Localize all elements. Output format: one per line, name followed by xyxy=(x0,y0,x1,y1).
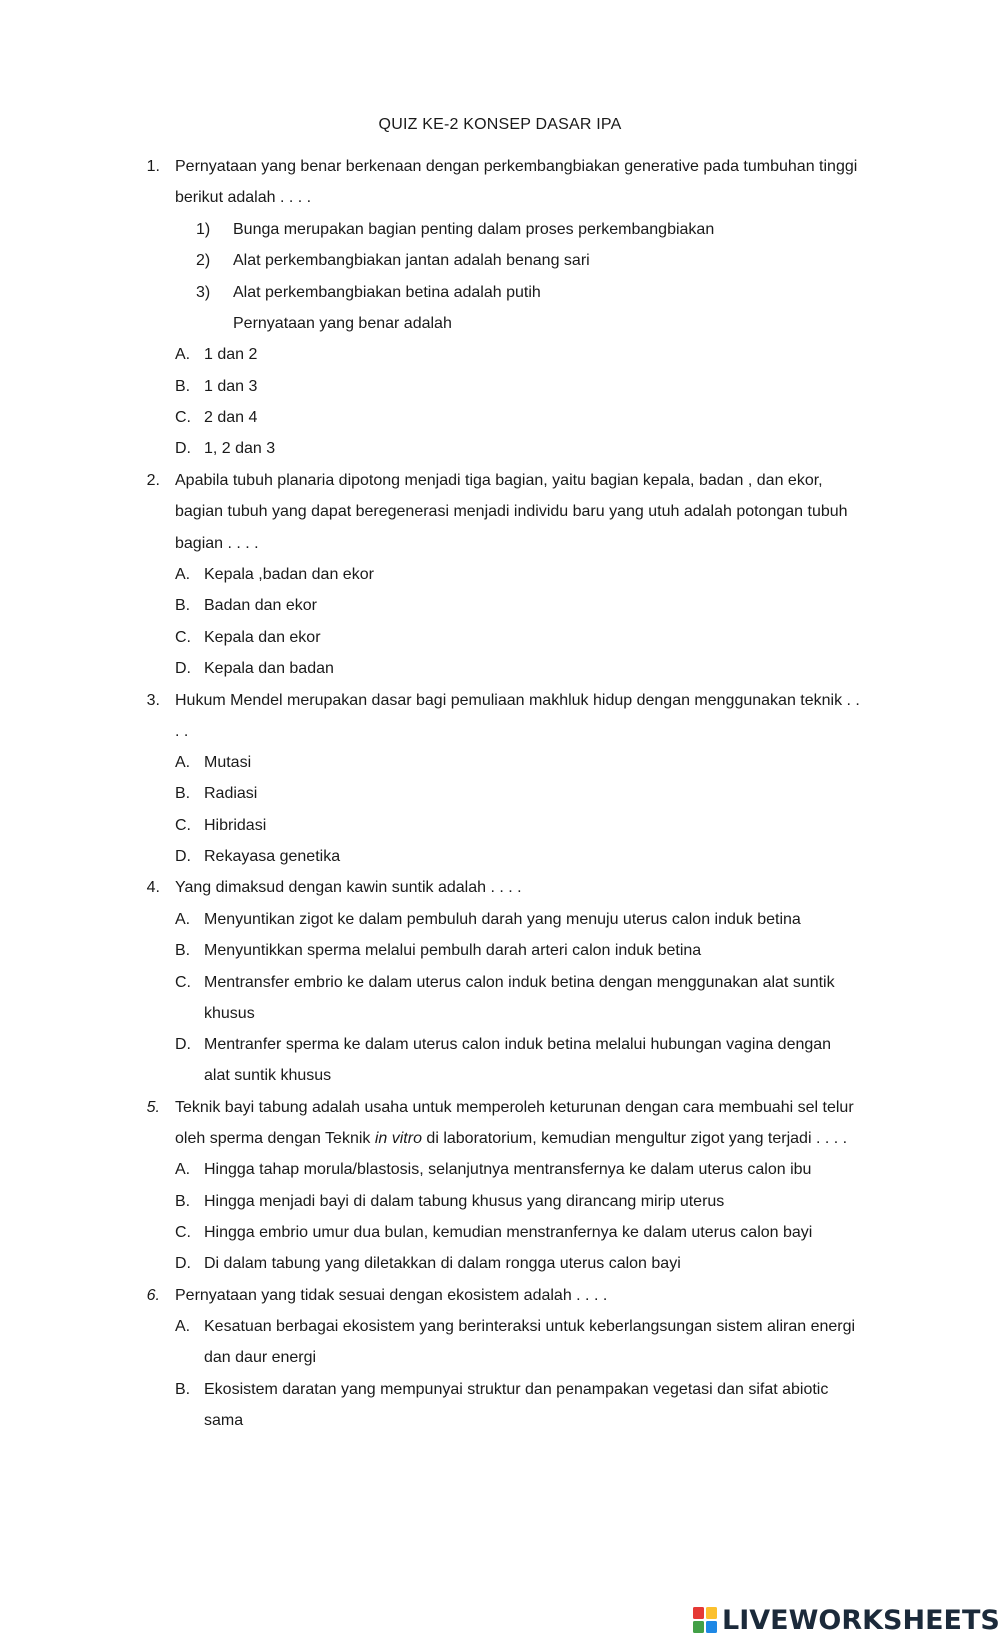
q5-option-a[interactable]: Hingga tahap morula/blastosis, selanjutnya mentransfernya ke dalam uterus calon ibu xyxy=(204,1161,812,1178)
q3-option-a[interactable]: Mutasi xyxy=(204,754,252,771)
statement-2-number: 2) xyxy=(196,252,211,269)
q2-option-c-letter: C. xyxy=(175,629,191,646)
q4-option-c-letter: C. xyxy=(175,974,191,991)
q2-option-d-letter: D. xyxy=(175,660,191,677)
question-1-prompt: Pernyataan yang benar adalah xyxy=(233,315,452,332)
question-4-number: 4. xyxy=(146,879,160,896)
q1-option-d-letter: D. xyxy=(175,440,191,457)
question-6-number: 6. xyxy=(146,1287,160,1304)
question-2-number: 2. xyxy=(146,472,160,489)
q2-option-c[interactable]: Kepala dan ekor xyxy=(204,629,321,646)
question-1-text-line-2: berikut adalah . . . . xyxy=(175,189,312,206)
statement-2-text: Alat perkembangbiakan jantan adalah benang sari xyxy=(233,252,590,269)
question-5-text-line-2-start: oleh sperma dengan Teknik xyxy=(175,1130,375,1147)
logo-square-1 xyxy=(693,1607,704,1619)
q5-option-d-letter: D. xyxy=(175,1255,191,1272)
q5-option-c-letter: C. xyxy=(175,1224,191,1241)
question-4-text-line-1: Yang dimaksud dengan kawin suntik adalah . . . . xyxy=(175,879,522,896)
q2-option-b-letter: B. xyxy=(175,597,191,614)
q6-option-b[interactable]: Ekosistem daratan yang mempunyai struktur dan penampakan vegetasi dan sifat abiotic xyxy=(204,1381,829,1398)
q6-option-b-letter: B. xyxy=(175,1381,191,1398)
q3-option-b[interactable]: Radiasi xyxy=(204,785,258,802)
q3-option-a-letter: A. xyxy=(175,754,191,771)
q1-option-b-letter: B. xyxy=(175,378,191,395)
q2-option-a-letter: A. xyxy=(175,566,191,583)
q6-option-a-line-2[interactable]: dan daur energi xyxy=(204,1349,317,1366)
question-3-text-line-2: . . xyxy=(175,723,189,740)
q3-option-b-letter: B. xyxy=(175,785,191,802)
brand-name: LIVEWORKSHEETS xyxy=(722,1604,1000,1636)
q5-option-b-letter: B. xyxy=(175,1193,191,1210)
question-5-text-line-2 xyxy=(175,1129,847,1149)
q1-option-b[interactable]: 1 dan 3 xyxy=(204,378,258,395)
q4-option-c[interactable]: Mentransfer embrio ke dalam uterus calon induk betina dengan menggunakan alat suntik xyxy=(204,974,835,991)
q3-option-d-letter: D. xyxy=(175,848,191,865)
q4-option-b[interactable]: Menyuntikkan sperma melalui pembulh darah arteri calon induk betina xyxy=(204,942,702,959)
q5-option-a-letter: A. xyxy=(175,1161,191,1178)
q4-option-d[interactable]: Mentranfer sperma ke dalam uterus calon induk betina melalui hubungan vagina dengan xyxy=(204,1036,832,1053)
question-3-number: 3. xyxy=(146,692,160,709)
question-5-number: 5. xyxy=(146,1099,160,1116)
statement-3-text: Alat perkembangbiakan betina adalah putih xyxy=(233,284,541,301)
logo-square-3 xyxy=(693,1621,704,1633)
liveworksheets-logo-icon xyxy=(692,1606,718,1634)
question-5-text-line-1: Teknik bayi tabung adalah usaha untuk memperoleh keturunan dengan cara membuahi sel telur xyxy=(175,1099,854,1116)
q5-option-c[interactable]: Hingga embrio umur dua bulan, kemudian menstranfernya ke dalam uterus calon bayi xyxy=(204,1224,813,1241)
statement-3-number: 3) xyxy=(196,284,211,301)
question-2-text-line-1: Apabila tubuh planaria dipotong menjadi tiga bagian, yaitu bagian kepala, badan , dan ekor, xyxy=(175,472,823,489)
statement-1-text: Bunga merupakan bagian penting dalam proses perkembangbiakan xyxy=(233,221,715,238)
q3-option-d[interactable]: Rekayasa genetika xyxy=(204,848,341,865)
statement-1-number: 1) xyxy=(196,221,211,238)
in-vitro-term: in vitro xyxy=(374,1130,422,1147)
q1-option-a-letter: A. xyxy=(175,346,191,363)
q4-option-d-line-2[interactable]: alat suntik khusus xyxy=(204,1067,332,1084)
liveworksheets-brand[interactable] xyxy=(692,1603,1000,1637)
q6-option-a-letter: A. xyxy=(175,1318,191,1335)
q4-option-b-letter: B. xyxy=(175,942,191,959)
q5-option-d[interactable]: Di dalam tabung yang diletakkan di dalam rongga uterus calon bayi xyxy=(204,1255,681,1272)
q4-option-a[interactable]: Menyuntikan zigot ke dalam pembuluh darah yang menuju uterus calon induk betina xyxy=(204,911,801,928)
q6-option-a[interactable]: Kesatuan berbagai ekosistem yang berinteraksi untuk keberlangsungan sistem aliran energi xyxy=(204,1318,856,1335)
question-3-text-line-1: Hukum Mendel merupakan dasar bagi pemuliaan makhluk hidup dengan menggunakan teknik . . xyxy=(175,692,860,709)
question-5-text-line-2-end: di laboratorium, kemudian mengultur zigot yang terjadi . . . . xyxy=(421,1130,848,1147)
q1-option-c-letter: C. xyxy=(175,409,191,426)
q1-option-d[interactable]: 1, 2 dan 3 xyxy=(204,440,276,457)
q1-option-c[interactable]: 2 dan 4 xyxy=(204,409,258,426)
q2-option-a[interactable]: Kepala ,badan dan ekor xyxy=(204,566,374,583)
q3-option-c[interactable]: Hibridasi xyxy=(204,817,267,834)
q4-option-d-letter: D. xyxy=(175,1036,191,1053)
q4-option-c-line-2[interactable]: khusus xyxy=(204,1005,255,1022)
q4-option-a-letter: A. xyxy=(175,911,191,928)
logo-square-4 xyxy=(706,1621,717,1633)
q1-option-a[interactable]: 1 dan 2 xyxy=(204,346,258,363)
q2-option-d[interactable]: Kepala dan badan xyxy=(204,660,334,677)
question-2-text-line-2: bagian tubuh yang dapat beregenerasi menjadi individu baru yang utuh adalah potongan tubuh xyxy=(175,503,848,520)
question-1-number: 1. xyxy=(146,158,160,175)
q6-option-b-line-2[interactable]: sama xyxy=(204,1412,244,1429)
question-1-text-line-1: Pernyataan yang benar berkenaan dengan perkembangbiakan generative pada tumbuhan tinggi xyxy=(175,158,858,175)
question-2-text-line-3: bagian . . . . xyxy=(175,535,259,552)
q2-option-b[interactable]: Badan dan ekor xyxy=(204,597,317,614)
question-6-text-line-1: Pernyataan yang tidak sesuai dengan ekosistem adalah . . . . xyxy=(175,1287,608,1304)
page-title: QUIZ KE-2 KONSEP DASAR IPA xyxy=(378,116,622,133)
q5-option-b[interactable]: Hingga menjadi bayi di dalam tabung khusus yang dirancang mirip uterus xyxy=(204,1193,725,1210)
logo-square-2 xyxy=(706,1607,717,1619)
q3-option-c-letter: C. xyxy=(175,817,191,834)
